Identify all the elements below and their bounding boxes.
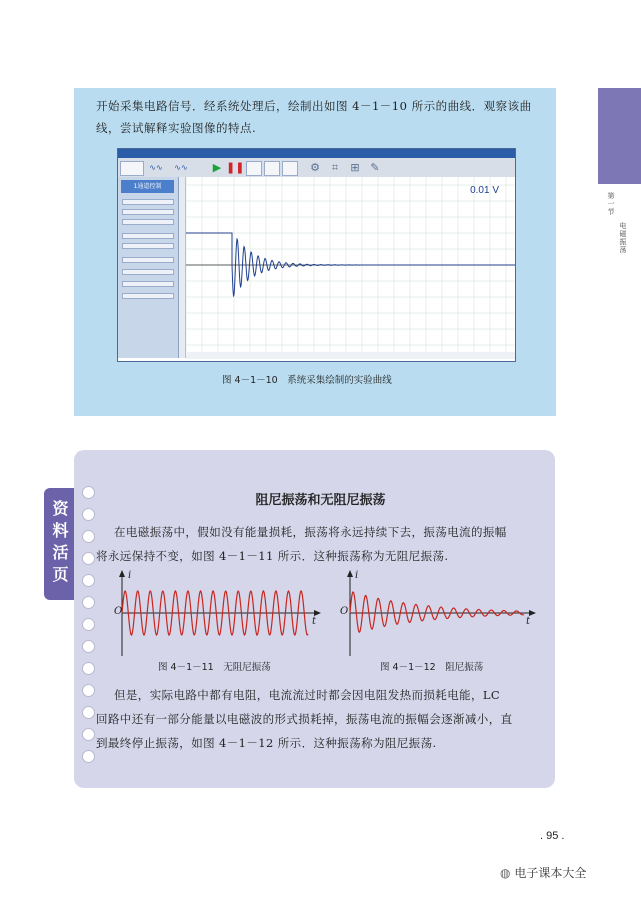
section-tab <box>598 88 641 184</box>
wechat-icon: ◍ <box>500 866 511 880</box>
footer-brand <box>500 864 586 881</box>
fig11-axis-i: i <box>128 570 132 581</box>
binder-ring <box>82 596 95 609</box>
binder-ring <box>82 508 95 521</box>
binder-ring <box>82 640 95 653</box>
figure-4-1-11-caption: 图 4－1－11 无阻尼振荡 <box>158 662 271 673</box>
fig11-axis-t: t <box>312 616 317 627</box>
control-field[interactable] <box>122 257 174 263</box>
table-icon[interactable] <box>246 161 262 176</box>
binder-ring <box>82 750 95 763</box>
binder-ring <box>82 574 95 587</box>
control-field[interactable] <box>122 243 174 249</box>
binder-ring <box>82 662 95 675</box>
binder-ring <box>82 728 95 741</box>
pause-icon[interactable]: ❚❚ <box>226 161 245 174</box>
tool-icon[interactable]: ⚙ <box>310 161 320 174</box>
acquisition-software-window <box>117 148 516 362</box>
control-field[interactable] <box>122 269 174 275</box>
signal-plot-svg <box>186 177 515 352</box>
paragraph-2-line-3: 到最终停止振荡，如图 4－1－12 所示．这种振荡称为阻尼振荡. <box>96 736 437 750</box>
paragraph-2-line-2: 回路中还有一部分能量以电磁波的形式损耗掉，振荡电流的振幅会逐渐减小，直 <box>96 712 513 726</box>
control-field[interactable] <box>122 209 174 215</box>
figure-4-1-12-caption: 图 4－1－12 阻尼振荡 <box>380 662 484 673</box>
software-toolbar <box>118 158 515 178</box>
damped-wave <box>350 592 524 632</box>
control-field[interactable] <box>122 233 174 239</box>
binder-ring <box>82 552 95 565</box>
binder-ring <box>82 706 95 719</box>
binder-ring <box>82 684 95 697</box>
topic-label: 电磁振荡 <box>619 222 627 254</box>
control-field[interactable] <box>122 281 174 287</box>
channel-control-panel <box>118 177 179 358</box>
play-icon[interactable]: ▶ <box>212 161 222 174</box>
control-field[interactable] <box>122 219 174 225</box>
undamped-oscillation-figure <box>108 568 323 658</box>
reading-sidebar-label: 资料活页 <box>44 488 74 600</box>
control-field[interactable] <box>122 199 174 205</box>
tool-icon[interactable]: ⌗ <box>331 161 339 174</box>
intro-line-2: 线，尝试解释实验图像的特点. <box>96 121 257 135</box>
signal-plot <box>186 177 515 352</box>
damped-oscillation-figure <box>338 568 538 658</box>
fig11-origin: O <box>114 606 123 617</box>
paragraph-2-line-1: 但是，实际电路中都有电阻，电流流过时都会因电阻发热而损耗电能，LC <box>114 688 501 702</box>
grid-icon[interactable] <box>282 161 298 176</box>
paragraph-1-line-2: 将永远保持不变，如图 4－1－11 所示．这种振荡称为无阻尼振荡. <box>96 549 449 563</box>
footer-brand-text: 电子课本大全 <box>514 866 587 880</box>
figure-4-1-10-caption: 图 4－1－10 系统采集绘制的实验曲线 <box>222 375 392 386</box>
fig12-axis-i: i <box>355 570 359 581</box>
plot-scrollbar[interactable] <box>179 177 186 358</box>
page-number: . 95 . <box>540 830 565 842</box>
voltage-readout: 0.01 V <box>470 185 499 196</box>
waveform-icon[interactable]: ∿∿ <box>149 163 163 172</box>
waveform-icon[interactable]: ∿∿ <box>174 163 188 172</box>
counter-icon[interactable] <box>264 161 280 176</box>
tool-icon[interactable]: ⊞ <box>350 161 360 174</box>
control-field[interactable] <box>122 293 174 299</box>
section-label: 第一节 <box>607 192 615 216</box>
fig12-origin: O <box>340 606 349 617</box>
card-title: 阻尼振荡和无阻尼振荡 <box>255 493 386 508</box>
paragraph-1-line-1: 在电磁振荡中，假如没有能量损耗，振荡将永远持续下去，振荡电流的振幅 <box>114 525 507 539</box>
binder-ring <box>82 530 95 543</box>
tool-icon[interactable]: ✎ <box>370 161 380 174</box>
time-axis-strip <box>186 352 515 359</box>
binder-ring <box>82 618 95 631</box>
display-icon[interactable] <box>120 161 144 176</box>
signal-trace <box>186 233 515 296</box>
fig12-axis-t: t <box>526 616 531 627</box>
channel-control-title: 1通道控制 <box>121 180 174 193</box>
intro-line-1: 开始采集电路信号．经系统处理后，绘制出如图 4－1－10 所示的曲线．观察该曲 <box>96 99 532 113</box>
software-titlebar <box>118 149 515 158</box>
